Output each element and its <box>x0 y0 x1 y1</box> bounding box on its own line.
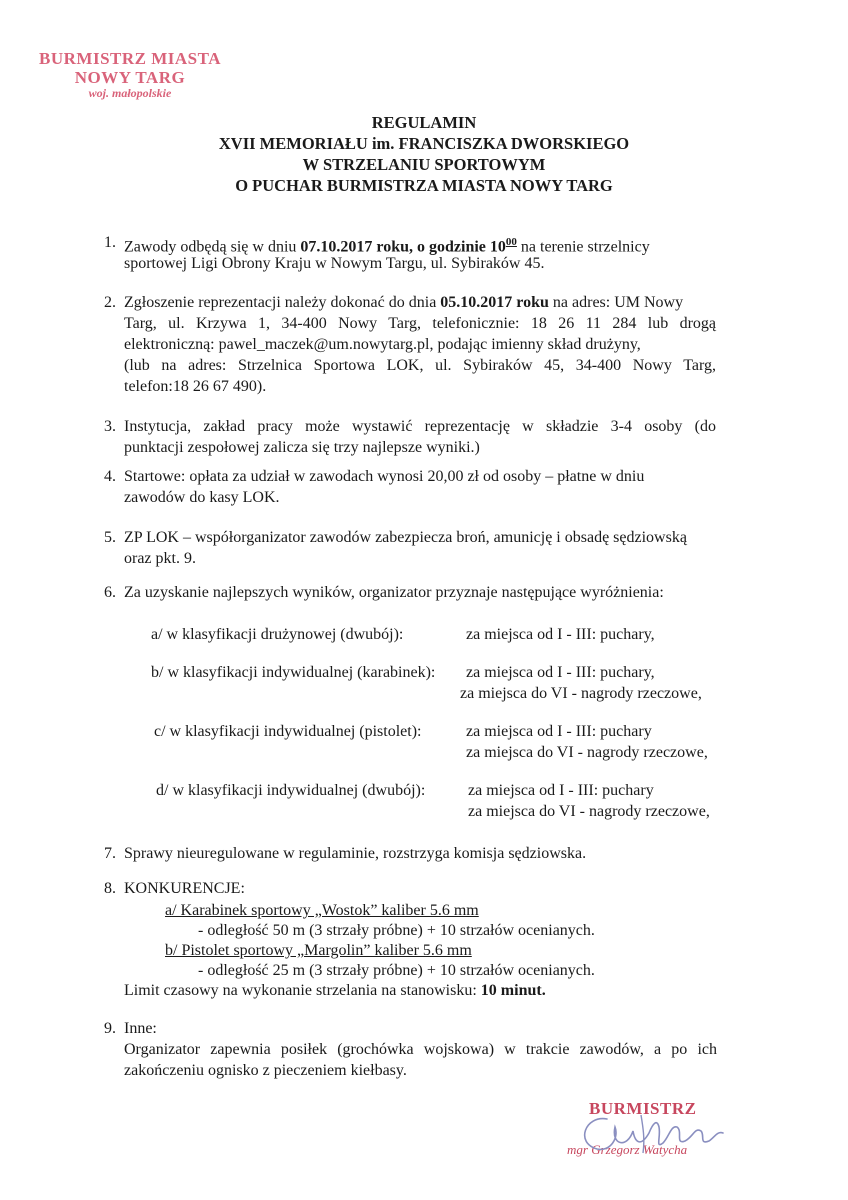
handwritten-signature <box>545 1097 785 1167</box>
award-value: za miejsca od I - III: puchary, <box>466 664 655 681</box>
item-text-part: na terenie strzelnicy <box>516 238 650 256</box>
title-line-2: XVII MEMORIAŁU im. FRANCISZKA DWORSKIEGO <box>218 134 630 153</box>
competition-detail: - odległość 50 m (3 strzały próbne) + 10 strzałów ocenianych. <box>198 922 595 939</box>
item-text-part: Zgłoszenie reprezentacji należy dokonać do dnia <box>124 294 441 311</box>
mayor-signature-stamp <box>545 1097 785 1167</box>
title-line-3: W STRZELANIU SPORTOWYM <box>302 155 546 174</box>
competition-detail: - odległość 25 m (3 strzały próbne) + 10 strzałów ocenianych. <box>198 962 595 979</box>
item-number: 4. <box>104 468 116 485</box>
item-text: sportowej Ligi Obrony Kraju w Nowym Targu, ul. Sybiraków 45. <box>124 255 545 272</box>
item-text: zakończeniu ognisko z pieczeniem kiełbasy. <box>124 1062 407 1079</box>
document-title <box>0 112 848 196</box>
registration-date: 05.10.2017 roku <box>440 294 549 311</box>
title-line-1: REGULAMIN <box>371 113 477 132</box>
time-limit-text: Limit czasowy na wykonanie strzelania na stanowisku: <box>124 982 481 999</box>
item-text: Startowe: opłata za udział w zawodach wynosi 20,00 zł od osoby – płatne w dniu <box>124 468 645 485</box>
stamp-line-2: NOWY TARG <box>74 67 186 87</box>
time-minutes: 00 <box>505 236 517 248</box>
item-number: 5. <box>104 529 116 546</box>
stamp-name: mgr Grzegorz Watycha <box>567 1142 688 1157</box>
stamp-line-1: BURMISTRZ MIASTA <box>39 49 221 68</box>
award-value: za miejsca do VI - nagrody rzeczowe, <box>468 803 710 820</box>
competitions-title: KONKURENCJE: <box>124 880 245 897</box>
item-text: ZP LOK – współorganizator zawodów zabezpiecza broń, amunicję i obsadę sędziowską <box>124 529 687 546</box>
item-text: punktacji zespołowej zalicza się trzy najlepsze wyniki.) <box>124 439 480 456</box>
item-number: 8. <box>104 880 116 897</box>
award-category-label: c/ w klasyfikacji indywidualnej (pistolet): <box>154 723 422 740</box>
item-number: 9. <box>104 1020 116 1037</box>
time-limit-value: 10 minut. <box>480 982 546 999</box>
item-text: Targ, ul. Krzywa 1, 34-400 Nowy Targ, telefonicznie: 18 26 11 284 lub drogą <box>124 315 716 332</box>
item-text: Instytucja, zakład pracy może wystawić reprezentację w składzie 3-4 osoby (do <box>124 418 716 435</box>
item-number: 7. <box>104 845 116 862</box>
award-value: za miejsca od I - III: puchary, <box>466 626 655 643</box>
award-value: za miejsca od I - III: puchary <box>468 782 654 799</box>
item-text <box>124 292 683 313</box>
item-text: oraz pkt. 9. <box>124 550 196 567</box>
item-text-part: Zawody odbędą się w dniu <box>124 238 301 256</box>
time-limit <box>124 980 546 1001</box>
item-number: 3. <box>104 418 116 435</box>
item-text: (lub na adres: Strzelnica Sportowa LOK, ul. Sybiraków 45, 34-400 Nowy Targ, <box>124 357 716 374</box>
stamp-title: BURMISTRZ <box>589 1099 697 1118</box>
item-text: zawodów do kasy LOK. <box>124 489 280 506</box>
stamp-line-3: woj. małopolskie <box>88 86 172 101</box>
event-date: 07.10.2017 roku, o godzinie 10 <box>300 238 506 256</box>
award-category-label: a/ w klasyfikacji drużynowej (dwubój): <box>151 626 404 643</box>
other-title: Inne: <box>124 1020 157 1037</box>
title-line-4: O PUCHAR BURMISTRZA MIASTA NOWY TARG <box>235 176 613 195</box>
item-text: Za uzyskanie najlepszych wyników, organizator przyznaje następujące wyróżnienia: <box>124 584 664 601</box>
item-number: 1. <box>104 234 116 251</box>
item-text: telefon:18 26 67 490). <box>124 378 267 395</box>
item-number: 6. <box>104 584 116 601</box>
award-category-label: d/ w klasyfikacji indywidualnej (dwubój): <box>156 782 426 799</box>
item-number: 2. <box>104 294 116 311</box>
award-value: za miejsca do VI - nagrody rzeczowe, <box>466 744 708 761</box>
mayor-stamp <box>30 50 230 101</box>
item-text: Sprawy nieuregulowane w regulaminie, rozstrzyga komisja sędziowska. <box>124 845 587 862</box>
award-category-label: b/ w klasyfikacji indywidualnej (karabinek): <box>151 664 436 681</box>
competition-pistol: b/ Pistolet sportowy „Margolin” kaliber 5.6 mm <box>165 942 472 959</box>
award-value: za miejsca do VI - nagrody rzeczowe, <box>460 685 702 702</box>
item-text: elektroniczną: pawel_maczek@um.nowytarg.pl, podając imienny skład drużyny, <box>124 336 641 353</box>
item-text: Organizator zapewnia posiłek (grochówka wojskowa) w trakcie zawodów, a po ich <box>124 1041 717 1058</box>
competition-rifle: a/ Karabinek sportowy „Wostok” kaliber 5.6 mm <box>165 902 479 919</box>
award-value: za miejsca od I - III: puchary <box>466 723 652 740</box>
item-text-part: na adres: UM Nowy <box>548 294 684 311</box>
